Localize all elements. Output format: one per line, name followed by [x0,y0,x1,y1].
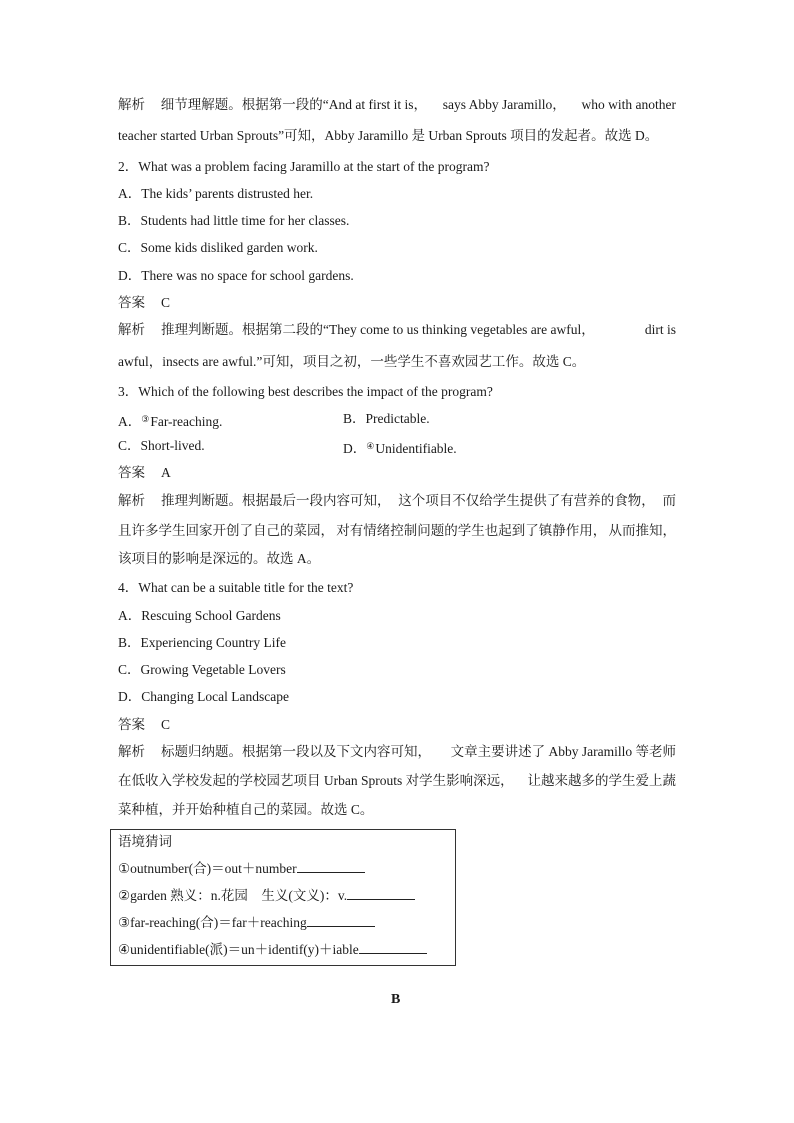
question-3-stem: 3．Which of the following best describes the impact of the program? [118,384,493,399]
question-4-analysis-line-2: 在低收入学校发起的学校园艺项目 Urban Sprouts 对学生影响深远， 让越来越多的学生爱上蔬 [118,773,676,788]
answer-value: C [161,717,171,732]
question-2-option-d: D．There was no space for school gardens. [118,268,354,283]
answer-value: C [161,295,171,310]
answer-label: 答案 [118,295,145,310]
vocab-item-4: ④unidentifiable(派)＝un＋identif(y)＋iable [118,941,427,959]
question-2-option-a: A．The kids’ parents distrusted her. [118,186,314,201]
question-3-answer [118,464,171,482]
answer-label: 答案 [118,465,145,480]
question-2-analysis-line-2: awful，insects are awful.”可知，项目之初，一些学生不喜欢园艺工作。故选 C。 [118,354,586,369]
vocab-item-2: ②garden 熟义：n.花园 生义(文义)：v. [118,887,415,905]
question-4-analysis-line-3: 菜种植，并开始种植自己的菜园。故选 C。 [118,802,374,817]
question-4-stem: 4．What can be a suitable title for the text? [118,580,354,595]
vocab-guess-box [110,829,456,966]
question-3-option-b: B．Predictable. [343,411,430,426]
answer-blank [359,941,427,954]
question-4-analysis-line-1: 解析 标题归纳题。根据第一段以及下文内容可知， 文章主要讲述了 Abby Jaramillo 等老师 [118,744,676,759]
question-3-option-a: A．③Far-reaching. [118,414,223,429]
analysis-label: 解析 [118,322,145,337]
circled-number-mark: ③ [141,414,150,424]
answer-label: 答案 [118,717,145,732]
answer-value: A [161,465,171,480]
question-3-option-c: C．Short-lived. [118,438,205,453]
question-3-analysis-line-1: 解析 推理判断题。根据最后一段内容可知， 这个项目不仅给学生提供了有营养的食物， 而 [118,493,676,508]
q1-analysis-line-1: 解析 细节理解题。根据第一段的“And at first it is， says Abby Jaramillo， who with another [118,97,676,112]
question-3-analysis-line-3: 该项目的影响是深远的。故选 A。 [118,551,321,566]
question-3-analysis-line-2: 且许多学生回家开创了自己的菜园， 对有情绪控制问题的学生也起到了镇静作用， 从而推知， [118,523,676,538]
question-3-option-d: D．④Unidentifiable. [343,441,457,456]
analysis-label: 解析 [118,493,145,508]
question-2-option-c: C．Some kids disliked garden work. [118,240,318,255]
question-4-option-c: C．Growing Vegetable Lovers [118,662,286,677]
analysis-label: 解析 [118,97,145,112]
section-heading: B [391,992,401,1007]
question-4-option-d: D．Changing Local Landscape [118,689,289,704]
question-4-option-a: A．Rescuing School Gardens [118,608,281,623]
question-2-analysis-line-1: 解析 推理判断题。根据第二段的“They come to us thinking vegetables are awful， dirt is [118,322,676,337]
answer-blank [347,887,415,900]
answer-blank [297,860,365,873]
analysis-label: 解析 [118,744,145,759]
question-4-option-b: B．Experiencing Country Life [118,635,286,650]
question-2-stem: 2．What was a problem facing Jaramillo at the start of the program? [118,159,490,174]
question-4-answer [118,716,170,734]
vocab-item-1: ①outnumber(合)＝out＋number [118,860,365,878]
vocab-item-3: ③far-reaching(合)＝far＋reaching [118,914,375,932]
question-2-answer [118,294,170,312]
answer-blank [307,914,375,927]
q1-analysis-line-2: teacher started Urban Sprouts”可知，Abby Jaramillo 是 Urban Sprouts 项目的发起者。故选 D。 [118,128,659,143]
circled-number-mark: ④ [366,441,375,451]
vocab-box-title: 语境猜词 [118,834,172,849]
question-2-option-b: B．Students had little time for her classes. [118,213,350,228]
